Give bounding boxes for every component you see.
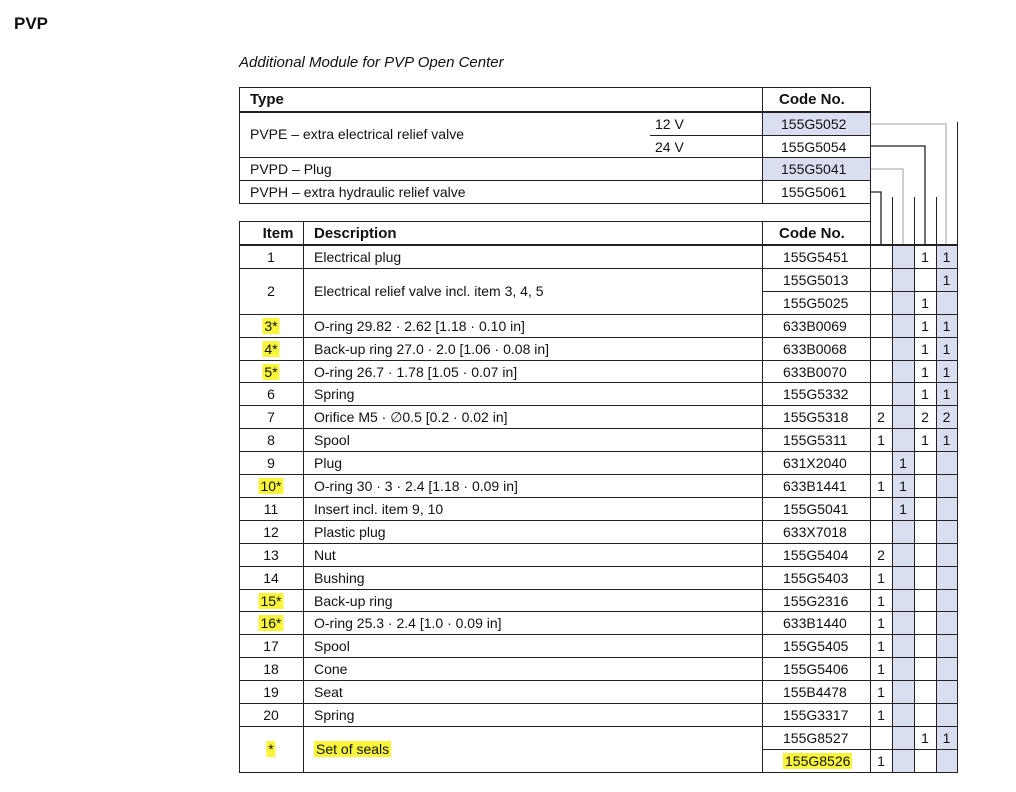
- quantity-value: 1: [921, 294, 929, 311]
- part-description: O-ring 29.82 · 2.62 [1.18 · 0.10 in]: [314, 317, 525, 334]
- row-rule: [239, 428, 957, 429]
- code-header: Code No.: [779, 225, 845, 242]
- column-rule: [762, 221, 763, 773]
- row-rule: [239, 680, 957, 681]
- type-table-border: [239, 87, 870, 88]
- item-number: 7: [267, 409, 275, 426]
- code-number: 155G5025: [783, 294, 849, 311]
- quantity-value: 1: [921, 432, 929, 449]
- item-number: 1: [267, 249, 275, 265]
- code-number: 155G5013: [783, 271, 849, 288]
- quantity-value: 1: [921, 363, 929, 380]
- qty-column-rule: [957, 122, 958, 773]
- highlight-mark: *: [268, 740, 274, 757]
- quantity-value: 2: [877, 546, 885, 563]
- highlight-mark: 5*: [264, 363, 278, 380]
- row-rule: [239, 589, 957, 590]
- item-number: [262, 341, 279, 357]
- code-number: 155G5405: [783, 638, 849, 655]
- quantity-value: 1: [899, 500, 907, 517]
- item-number: [258, 593, 283, 609]
- type-table-border: [239, 87, 240, 204]
- quantity-value: 2: [921, 409, 929, 426]
- part-description: Plastic plug: [314, 523, 386, 540]
- quantity-value: 1: [942, 729, 951, 746]
- code-number: 155G5451: [783, 249, 849, 265]
- type-table-border: [870, 87, 871, 204]
- part-description: Orifice M5 · ∅0.5 [0.2 · 0.02 in]: [314, 409, 508, 426]
- quantity-value: 1: [921, 249, 929, 265]
- quantity-value: 1: [877, 684, 885, 701]
- item-number: 14: [263, 569, 279, 586]
- row-rule: [239, 657, 957, 658]
- quantity-value: 1: [942, 271, 951, 288]
- voltage: 24 V: [655, 139, 684, 155]
- qty-column-rule: [870, 197, 871, 773]
- part-description: [314, 741, 391, 757]
- item-number: [262, 364, 279, 380]
- quantity-value: 1: [877, 661, 885, 678]
- row-rule: [650, 135, 870, 136]
- row-rule: [239, 451, 957, 452]
- code-number: 631X2040: [783, 455, 847, 472]
- quantity-value: 2: [877, 409, 885, 426]
- quantity-value: 1: [877, 569, 885, 586]
- quantity-value: 1: [877, 592, 885, 609]
- item-number: 13: [263, 546, 279, 563]
- code-number: 155G5311: [783, 432, 848, 449]
- row-rule: [239, 543, 957, 544]
- quantity-value: 1: [877, 752, 885, 769]
- row-rule: [239, 726, 957, 727]
- part-description: Plug: [314, 455, 343, 472]
- part-description: Spool: [314, 638, 350, 655]
- item-number: 20: [263, 707, 279, 723]
- code-number: 155G3317: [783, 707, 849, 723]
- quantity-value: 1: [921, 340, 929, 357]
- part-description: Seat: [314, 684, 343, 701]
- item-number: [258, 615, 283, 631]
- description-header: Description: [314, 225, 397, 242]
- connector-line: [870, 192, 881, 245]
- code-number: 155G5054: [781, 139, 847, 155]
- row-rule: [239, 268, 957, 269]
- code-number: 633B0070: [783, 363, 847, 380]
- column-rule: [762, 87, 763, 204]
- item-number: 12: [263, 523, 279, 540]
- row-rule: [239, 703, 957, 704]
- item-number: 19: [263, 684, 279, 701]
- type-header-rule: [239, 111, 870, 113]
- code-number: 155B4478: [783, 684, 847, 701]
- row-rule: [239, 180, 870, 181]
- code-number: [783, 753, 852, 769]
- highlight-mark: 4*: [264, 340, 278, 357]
- item-number: 18: [263, 661, 279, 678]
- part-description: Bushing: [314, 569, 365, 586]
- code-header: Code No.: [779, 91, 845, 108]
- item-number: 6: [267, 386, 275, 403]
- row-rule: [239, 337, 957, 338]
- highlight-mark: 155G8526: [785, 752, 851, 769]
- row-rule: [762, 291, 957, 292]
- type-table-border: [239, 203, 870, 204]
- column-rule: [303, 221, 304, 773]
- row-rule: [239, 157, 870, 158]
- quantity-value: 1: [877, 615, 885, 632]
- part-description: Electrical relief valve incl. item 3, 4, 5: [314, 282, 544, 299]
- code-number: 155G2316: [783, 592, 849, 609]
- code-number: 155G5403: [783, 569, 849, 586]
- row-rule: [239, 611, 957, 612]
- code-number: 155G8527: [783, 729, 849, 746]
- type-name: PVPH – extra hydraulic relief valve: [250, 184, 466, 200]
- code-number: 633B1441: [783, 478, 847, 494]
- quantity-value: 1: [899, 478, 907, 494]
- code-number: 633B0068: [783, 340, 847, 357]
- item-number: 2: [267, 282, 275, 299]
- item-number: [258, 478, 283, 494]
- quantity-value: 1: [921, 386, 929, 403]
- part-description: Back-up ring: [314, 592, 393, 609]
- parts-table-border: [239, 221, 870, 222]
- row-rule: [239, 497, 957, 498]
- table-subtitle: Additional Module for PVP Open Center: [239, 54, 504, 71]
- code-number: 155G5052: [781, 116, 847, 132]
- highlight-mark: 16*: [260, 615, 282, 632]
- connector-line: [870, 169, 903, 245]
- quantity-value: 1: [877, 478, 885, 494]
- highlight-mark: 10*: [260, 478, 282, 494]
- parts-header-rule: [239, 244, 957, 246]
- part-description: Back-up ring 27.0 · 2.0 [1.06 · 0.08 in]: [314, 340, 550, 357]
- part-description: Spool: [314, 432, 350, 449]
- part-description: Spring: [314, 707, 355, 723]
- code-number: 155G5041: [781, 161, 847, 177]
- code-number: 155G5406: [783, 661, 849, 678]
- row-rule: [762, 749, 957, 750]
- type-header: Type: [250, 91, 284, 108]
- part-description: Spring: [314, 386, 355, 403]
- part-description: O-ring 26.7 · 1.78 [1.05 · 0.07 in]: [314, 363, 518, 380]
- quantity-value: 1: [942, 249, 951, 265]
- type-name: PVPE – extra electrical relief valve: [250, 126, 464, 142]
- quantity-value: 1: [942, 386, 951, 403]
- quantity-value: 1: [899, 455, 907, 472]
- parts-table-border: [239, 772, 957, 773]
- code-number: 633B0069: [783, 317, 847, 334]
- row-rule: [239, 520, 957, 521]
- part-description: Electrical plug: [314, 249, 402, 265]
- code-number: 633X7018: [783, 523, 847, 540]
- qty-column-rule: [936, 197, 937, 773]
- qty-column-rule: [914, 197, 915, 773]
- quantity-value: 1: [942, 317, 951, 334]
- highlight-mark: Set of seals: [316, 740, 390, 757]
- item-number: [262, 318, 279, 334]
- code-number: 155G5061: [781, 184, 847, 200]
- quantity-value: 1: [921, 317, 929, 334]
- page-title: PVP: [14, 14, 49, 33]
- voltage: 12 V: [655, 116, 684, 132]
- row-rule: [239, 474, 957, 475]
- item-number: 11: [263, 500, 279, 517]
- parts-table-border: [239, 221, 240, 773]
- item-number: 9: [267, 455, 275, 472]
- code-number: 155G5332: [783, 386, 849, 403]
- row-rule: [239, 360, 957, 361]
- quantity-value: 1: [942, 363, 951, 380]
- quantity-value: 1: [877, 638, 885, 655]
- item-number: 8: [267, 432, 275, 449]
- highlight-mark: 15*: [260, 592, 282, 609]
- highlight-mark: 3*: [264, 317, 278, 334]
- row-rule: [239, 314, 957, 315]
- quantity-value: 2: [942, 409, 951, 426]
- item-number: 17: [263, 638, 279, 655]
- part-description: O-ring 25.3 · 2.4 [1.0 · 0.09 in]: [314, 615, 502, 632]
- quantity-value: 1: [942, 432, 951, 449]
- part-description: Insert incl. item 9, 10: [314, 500, 444, 517]
- code-number: 155G5041: [783, 500, 849, 517]
- code-number: 155G5318: [783, 409, 849, 426]
- code-number: 155G5404: [783, 546, 849, 563]
- part-description: O-ring 30 · 3 · 2.4 [1.18 · 0.09 in]: [314, 478, 518, 494]
- code-number: 633B1440: [783, 615, 847, 632]
- quantity-value: 1: [877, 432, 885, 449]
- row-rule: [239, 566, 957, 567]
- item-number: [266, 741, 275, 757]
- quantity-value: 1: [942, 340, 951, 357]
- row-rule: [239, 405, 957, 406]
- connector-line: [870, 146, 925, 245]
- qty-column-rule: [892, 197, 893, 773]
- type-name: PVPD – Plug: [250, 161, 332, 177]
- row-rule: [239, 634, 957, 635]
- item-header: Item: [262, 225, 294, 242]
- row-rule: [239, 382, 957, 383]
- part-description: Cone: [314, 661, 348, 678]
- part-description: Nut: [314, 546, 336, 563]
- quantity-value: 1: [877, 707, 885, 723]
- quantity-value: 1: [921, 729, 929, 746]
